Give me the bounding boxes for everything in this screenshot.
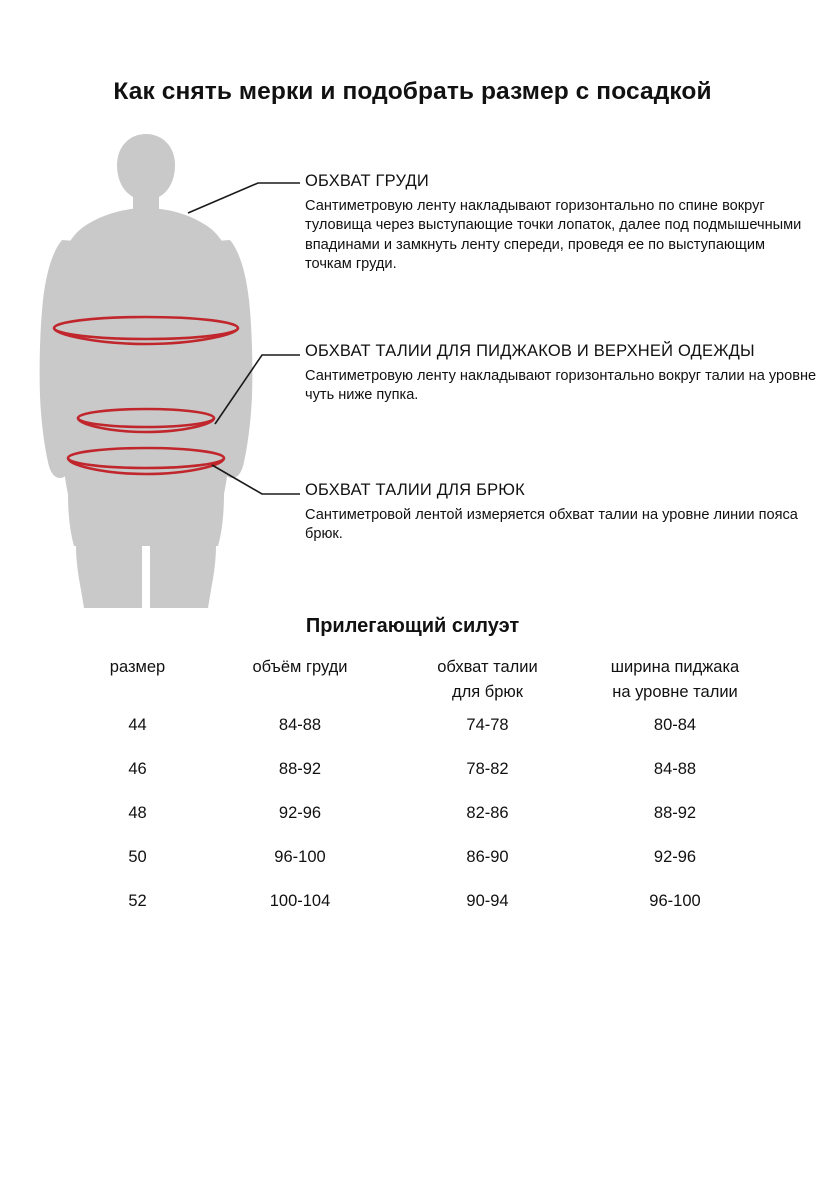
table-row [70, 703, 770, 747]
table-cell-chest: 92-96 [278, 803, 322, 822]
table-header-row [70, 658, 770, 703]
table-cell-jacket-width: 96-100 [649, 891, 701, 910]
table-header-cell [70, 658, 205, 703]
male-body-figure [18, 128, 318, 608]
table-header-line2 [70, 683, 205, 703]
size-table [70, 658, 770, 923]
table-cell-size: 50 [128, 847, 147, 866]
callout-trouser-waist-body: Сантиметровой лентой измеряется обхват талии на уровне линии пояса брюк. [305, 507, 798, 543]
callout-jacket-waist [305, 342, 825, 406]
table-cell-trouser-waist: 90-94 [466, 891, 509, 910]
callout-trouser-waist-heading: ОБХВАТ ТАЛИИ ДЛЯ БРЮК [305, 481, 525, 499]
table-cell-size: 44 [128, 715, 147, 734]
table-cell-trouser-waist: 86-90 [466, 847, 509, 866]
table-header-line2: для брюк [452, 683, 523, 701]
table-cell-chest: 88-92 [278, 759, 322, 778]
table-cell-trouser-waist: 78-82 [466, 759, 509, 778]
table-cell-size: 48 [128, 803, 147, 822]
table-cell-jacket-width: 80-84 [653, 715, 697, 734]
size-table-title: Прилегающий силуэт [305, 615, 520, 637]
body-silhouette-icon [18, 128, 318, 608]
table-cell-chest: 84-88 [278, 715, 322, 734]
callout-jacket-waist-heading: ОБХВАТ ТАЛИИ ДЛЯ ПИДЖАКОВ И ВЕРХНЕЙ ОДЕЖДЫ [305, 342, 755, 360]
callout-chest-body: Сантиметровую ленту накладывают горизонтально по спине вокруг туловища через выступающие точки лопаток, далее под подмышечными впадинами и замкнуть ленту спереди, проведя ее по выступающим точкам груди. [305, 198, 802, 273]
table-header-line1: объём груди [252, 658, 348, 676]
table-cell-size: 46 [128, 759, 147, 778]
table-cell-trouser-waist: 82-86 [466, 803, 509, 822]
callout-chest [305, 172, 805, 275]
table-row [70, 747, 770, 791]
table-header-line2 [205, 683, 395, 703]
page-title: Как снять мерки и подобрать размер с посадкой [113, 78, 712, 105]
table-row [70, 791, 770, 835]
callout-jacket-waist-body: Сантиметровую ленту накладывают горизонтально вокруг талии на уровне чуть ниже пупка. [305, 368, 817, 404]
table-header-line1: размер [109, 658, 166, 676]
table-cell-jacket-width: 84-88 [653, 759, 697, 778]
table-cell-chest: 96-100 [274, 847, 326, 866]
table-row [70, 879, 770, 923]
table-cell-size: 52 [128, 891, 147, 910]
callout-trouser-waist [305, 481, 805, 545]
table-cell-jacket-width: 88-92 [653, 803, 697, 822]
table-header-cell [580, 658, 770, 703]
table-cell-jacket-width: 92-96 [653, 847, 697, 866]
table-cell-trouser-waist: 74-78 [466, 715, 509, 734]
table-header-cell [205, 658, 395, 703]
table-header-line1: обхват талии [437, 658, 538, 676]
table-header-line2: на уровне талии [612, 683, 738, 701]
table-header-cell [395, 658, 580, 703]
table-row [70, 835, 770, 879]
table-cell-chest: 100-104 [269, 891, 331, 910]
callout-chest-heading: ОБХВАТ ГРУДИ [305, 172, 429, 190]
table-header-line1: ширина пиджака [610, 658, 740, 676]
